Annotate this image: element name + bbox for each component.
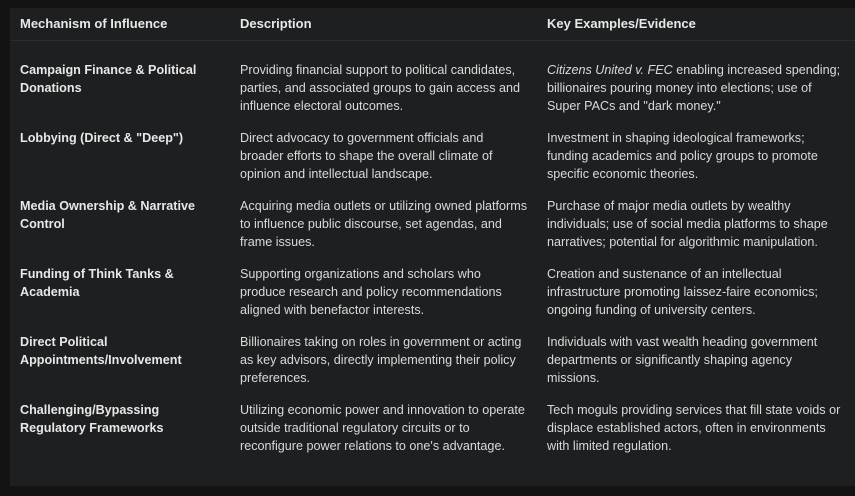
table-row xyxy=(10,41,855,130)
examples-cell: Investment in shaping ideological frameworks; funding academics and policy groups to promote specific economic theories. xyxy=(547,131,818,181)
table-row xyxy=(10,197,855,265)
description-cell: Direct advocacy to government officials and broader efforts to shape the overall climate of opinion and intellectual landscape. xyxy=(240,131,493,181)
examples-cell: Individuals with vast wealth heading government departments or significantly shaping agency missions. xyxy=(547,335,818,385)
mechanism-cell: Campaign Finance & Political Donations xyxy=(20,63,197,95)
mechanism-cell: Challenging/Bypassing Regulatory Frameworks xyxy=(20,403,164,435)
table-row xyxy=(10,401,855,469)
examples-cell: Purchase of major media outlets by wealthy individuals; use of social media platforms to shape narratives; potential for algorithmic manipulation. xyxy=(547,199,828,249)
mechanism-cell: Lobbying (Direct & "Deep") xyxy=(20,131,184,145)
description-cell: Acquiring media outlets or utilizing owned platforms to influence public discourse, set agendas, and frame issues. xyxy=(240,199,527,249)
description-cell: Utilizing economic power and innovation to operate outside traditional regulatory circuits or to reconfigure power relations to one's advantage. xyxy=(240,403,525,453)
table-row xyxy=(10,265,855,333)
description-cell: Providing financial support to political candidates, parties, and associated groups to gain access and influence electoral outcomes. xyxy=(240,63,521,113)
examples-cell: Tech moguls providing services that fill state voids or displace established actors, often in environments with limited regulation. xyxy=(547,403,841,453)
header-description: Description xyxy=(230,8,537,41)
mechanism-cell: Funding of Think Tanks & Academia xyxy=(20,267,174,299)
examples-text: enabling increased spending; billionaires pouring money into elections; use of Super PACs and "dark money." xyxy=(547,63,841,113)
mechanism-cell: Direct Political Appointments/Involvement xyxy=(20,335,182,367)
mechanism-cell: Media Ownership & Narrative Control xyxy=(20,199,195,231)
description-cell: Supporting organizations and scholars who produce research and policy recommendations aligned with benefactor interests. xyxy=(240,267,502,317)
table-row xyxy=(10,129,855,197)
influence-table xyxy=(10,8,855,469)
table-panel xyxy=(10,8,855,486)
header-mechanism: Mechanism of Influence xyxy=(10,8,230,41)
header-examples: Key Examples/Evidence xyxy=(537,8,855,41)
examples-cell: Creation and sustenance of an intellectual infrastructure promoting laissez-faire economics; ongoing funding of university centers. xyxy=(547,267,818,317)
description-cell: Billionaires taking on roles in government or acting as key advisors, directly implementing their policy preferences. xyxy=(240,335,522,385)
case-name: Citizens United v. FEC xyxy=(547,63,673,77)
table-row xyxy=(10,333,855,401)
examples-cell xyxy=(537,41,855,130)
table-header-row xyxy=(10,8,855,41)
